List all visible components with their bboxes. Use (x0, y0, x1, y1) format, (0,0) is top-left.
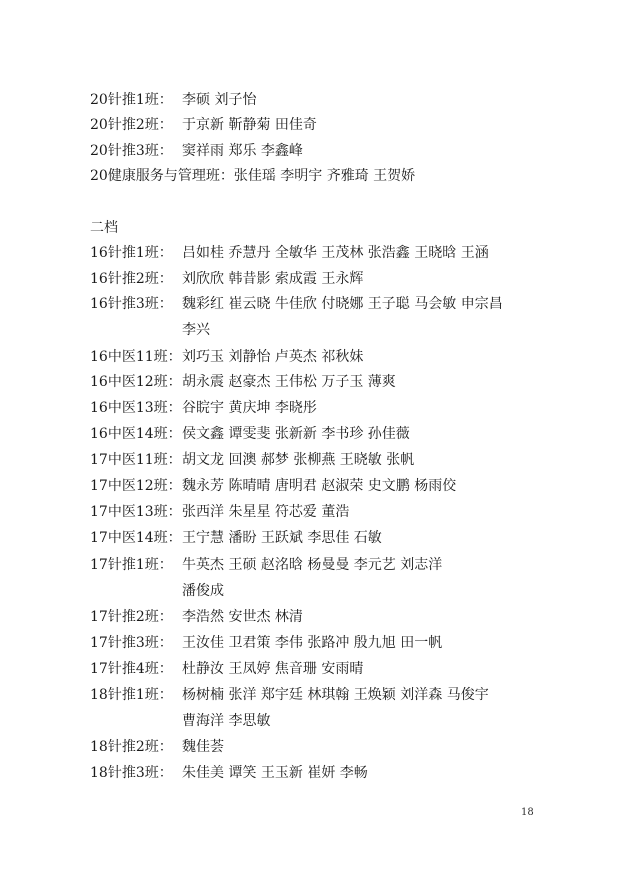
student-names: 李浩然 安世杰 林清 (182, 609, 303, 625)
class-label: 20针推3班： (90, 143, 173, 159)
section-heading: 二档 (90, 220, 118, 236)
class-label: 16针推3班： (90, 296, 173, 312)
student-names-continued: 曹海洋 李思敏 (182, 713, 271, 729)
class-label: 16中医12班： (90, 374, 182, 390)
student-names: 刘欣欣 韩昔影 索成霞 王永辉 (182, 271, 364, 287)
student-names: 刘巧玉 刘静怡 卢英杰 祁秋妹 (182, 349, 364, 365)
class-row (90, 398, 317, 418)
class-label: 17针推2班： (90, 609, 173, 625)
class-label: 16中医11班： (90, 349, 182, 365)
class-row (90, 528, 382, 548)
student-names: 牛英杰 王硕 赵洺晗 杨曼曼 李元艺 刘志洋 (182, 557, 443, 573)
class-label: 16中医14班： (90, 426, 182, 442)
class-label: 17针推1班： (90, 557, 173, 573)
class-row (90, 90, 256, 110)
class-row (90, 659, 363, 679)
class-row (90, 633, 442, 653)
class-row (90, 476, 456, 496)
class-row (90, 450, 414, 470)
student-names-continued: 潘俊成 (182, 583, 224, 599)
class-label: 17中医12班： (90, 478, 182, 494)
page-number: 18 (521, 807, 534, 818)
class-row (90, 347, 363, 367)
student-names: 杨树楠 张洋 郑宇廷 林琪翰 王焕颖 刘洋森 马俊宇 (182, 687, 489, 703)
class-label: 17中医14班： (90, 530, 182, 546)
student-names: 魏佳荟 (182, 739, 224, 755)
student-names: 张西洋 朱星星 符芯爱 董浩 (182, 504, 350, 520)
class-label: 16中医13班： (90, 400, 182, 416)
class-label: 20针推2班： (90, 117, 173, 133)
student-names: 侯文鑫 谭雯斐 张新新 李书珍 孙佳薇 (182, 426, 410, 442)
student-names: 王宁慧 潘盼 王跃斌 李思佳 石敏 (182, 530, 382, 546)
student-names: 张佳瑶 李明宇 齐雅琦 王贺娇 (233, 168, 416, 184)
class-row (90, 372, 396, 392)
class-label: 17中医13班： (90, 504, 182, 520)
class-row (90, 166, 415, 186)
class-label: 20针推1班： (90, 92, 173, 108)
class-label: 17针推4班： (90, 661, 173, 677)
student-names: 胡永震 赵豪杰 王伟松 万子玉 薄爽 (182, 374, 396, 390)
class-label: 18针推2班： (90, 739, 173, 755)
student-names: 魏永芳 陈晴晴 唐明君 赵淑荣 史文鹏 杨雨佼 (182, 478, 457, 494)
class-label: 16针推2班： (90, 271, 173, 287)
student-names: 魏彩红 崔云晓 牛佳欣 付晓娜 王子聪 马会敏 申宗昌 (182, 296, 503, 312)
class-row (90, 424, 410, 444)
class-row (90, 555, 442, 575)
class-label: 17针推3班： (90, 635, 173, 651)
class-label: 17中医11班： (90, 452, 182, 468)
class-row (90, 115, 317, 135)
student-names: 李硕 刘子怡 (182, 92, 257, 108)
class-row (90, 269, 363, 289)
student-names: 吕如桂 乔慧丹 全敏华 王茂林 张浩鑫 王晓晗 王涵 (182, 245, 489, 261)
class-row (90, 737, 224, 757)
student-names: 胡文龙 回澳 郝梦 张柳燕 王晓敏 张帆 (182, 452, 415, 468)
class-row (90, 243, 489, 263)
class-label: 18针推3班： (90, 765, 173, 781)
student-names: 谷睆宇 黄庆坤 李晓彤 (182, 400, 317, 416)
class-row (90, 141, 303, 161)
class-row (90, 763, 368, 783)
student-names: 朱佳美 谭笑 王玉新 崔妍 李畅 (182, 765, 368, 781)
student-names: 窦祥雨 郑乐 李鑫峰 (182, 143, 303, 159)
student-names: 于京新 靳静菊 田佳奇 (182, 117, 317, 133)
student-names: 杜静汝 王凤婷 焦音珊 安雨晴 (182, 661, 364, 677)
class-label: 20健康服务与管理班： (90, 168, 234, 184)
student-names-continued: 李兴 (182, 322, 210, 338)
class-row (90, 502, 349, 522)
class-label: 16针推1班： (90, 245, 173, 261)
class-row (90, 294, 503, 314)
student-names: 王汝佳 卫君策 李伟 张路冲 殷九旭 田一帆 (182, 635, 443, 651)
class-label: 18针推1班： (90, 687, 173, 703)
class-row (90, 607, 303, 627)
class-row (90, 685, 489, 705)
